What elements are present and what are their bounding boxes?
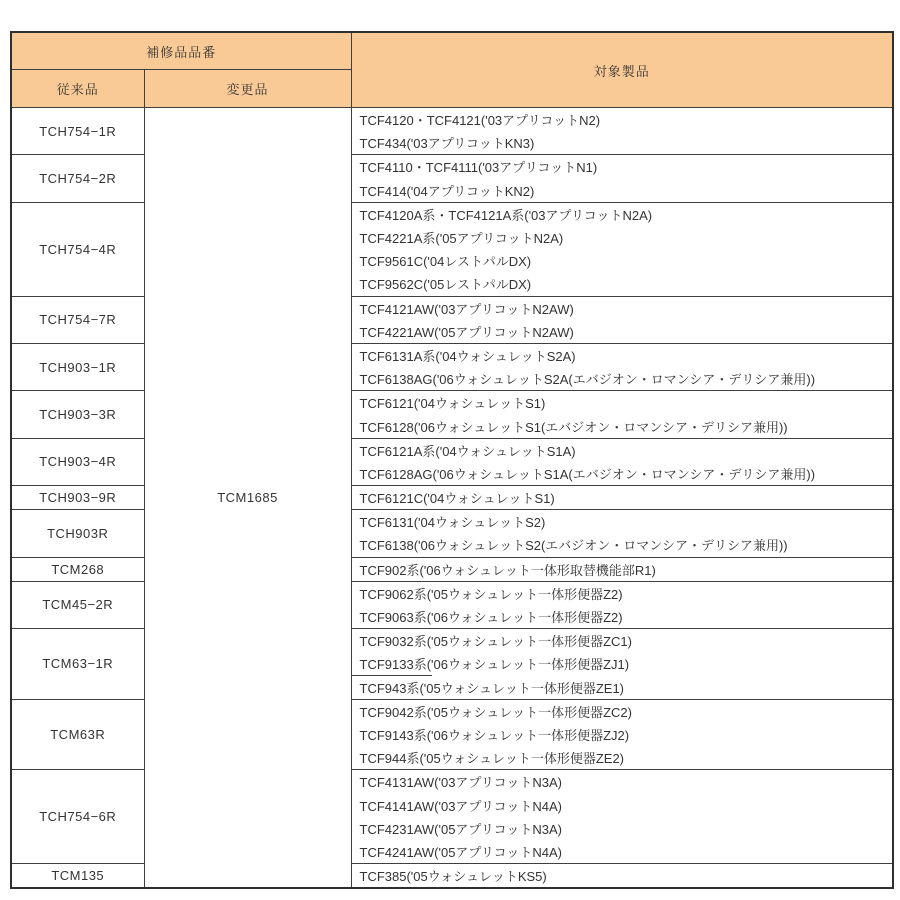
conventional-part-cell: TCM63−1R [11, 629, 144, 700]
product-line: TCF6121A系('04ウォシュレットS1A) [359, 443, 576, 459]
product-line: TCF6138('06ウォシュレットS2(エバジオン・ロマンシア・デリシア兼用)) [359, 538, 788, 554]
target-products-cell [351, 391, 893, 438]
product-line: TCF6121C('04ウォシュレットS1) [359, 491, 555, 507]
product-line: TCF4221AW('05アプリコットN2AW) [359, 324, 574, 340]
product-line: TCF9562C('05レストパルDX) [359, 277, 532, 293]
table-row [11, 557, 893, 581]
conventional-part-cell: TCH754−2R [11, 155, 144, 202]
conventional-part-cell: TCM63R [11, 699, 144, 770]
conventional-part-cell: TCH903R [11, 510, 144, 557]
product-line: TCF9143系('06ウォシュレット一体形便器ZJ2) [359, 727, 630, 743]
table-row [11, 629, 893, 700]
product-line: TCF4221A系('05アプリコットN2A) [359, 231, 564, 247]
changed-part-cell: TCM1685 [144, 108, 351, 889]
product-line: TCF6131A系('04ウォシュレットS2A) [359, 348, 576, 364]
product-line: TCF6128AG('06ウォシュレットS1A(エバジオン・ロマンシア・デリシア兼用)) [359, 466, 816, 482]
table-row [11, 699, 893, 770]
product-line: TCF9133系('06ウォシュレット一体形便器ZJ1) [352, 652, 893, 675]
conventional-part-cell: TCM268 [11, 557, 144, 581]
conventional-part-cell: TCH754−6R [11, 770, 144, 864]
header-conventional: 従来品 [11, 70, 144, 108]
product-line: TCF9032系('05ウォシュレット一体形便器ZC1) [359, 634, 632, 650]
table-row [11, 108, 893, 155]
target-products-cell [351, 343, 893, 390]
product-line: TCF414('04アプリコットKN2) [359, 183, 535, 199]
target-products-cell [351, 438, 893, 485]
target-products-cell [351, 581, 893, 628]
product-line: TCF4121AW('03アプリコットN2AW) [359, 301, 574, 317]
target-products-cell [351, 629, 893, 700]
table-body [11, 108, 893, 889]
header-row-group [11, 32, 893, 70]
product-line: TCF4120・TCF4121('03アプリコットN2) [359, 113, 601, 129]
product-line: TCF6131('04ウォシュレットS2) [359, 515, 546, 531]
header-changed: 変更品 [144, 70, 351, 108]
target-products-cell [351, 557, 893, 581]
conventional-part-cell: TCH754−7R [11, 296, 144, 343]
product-line: TCF944系('05ウォシュレット一体形便器ZE2) [359, 751, 625, 767]
target-products-cell [351, 202, 893, 296]
target-products-cell [351, 699, 893, 770]
target-products-cell [351, 770, 893, 864]
target-products-cell [351, 155, 893, 202]
product-line: TCF9042系('05ウォシュレット一体形便器ZC2) [359, 704, 632, 720]
table-row [11, 343, 893, 390]
target-products-cell [351, 510, 893, 557]
target-products-cell [351, 864, 893, 889]
table-row [11, 510, 893, 557]
table-row [11, 296, 893, 343]
conventional-part-cell: TCM135 [11, 864, 144, 889]
target-products-cell [351, 108, 893, 155]
table-row [11, 581, 893, 628]
conventional-part-cell: TCH754−4R [11, 202, 144, 296]
table-row [11, 438, 893, 485]
product-line: TCF6128('06ウォシュレットS1(エバジオン・ロマンシア・デリシア兼用)) [359, 419, 788, 435]
product-line: TCF385('05ウォシュレットKS5) [359, 869, 547, 885]
header-target-products: 対象製品 [351, 32, 893, 108]
conventional-part-cell: TCH903−1R [11, 343, 144, 390]
product-line: TCF4241AW('05アプリコットN4A) [359, 844, 563, 860]
conventional-part-cell: TCH903−4R [11, 438, 144, 485]
product-line: TCF4141AW('03アプリコットN4A) [359, 798, 563, 814]
table-row [11, 770, 893, 864]
product-line: TCF9063系('06ウォシュレット一体形便器Z2) [359, 610, 623, 626]
parts-replacement-table [10, 31, 894, 889]
table-row [11, 486, 893, 510]
conventional-part-cell: TCH903−3R [11, 391, 144, 438]
product-line: TCF4110・TCF4111('03アプリコットN1) [359, 160, 598, 176]
product-line: TCF9561C('04レストパルDX) [359, 254, 532, 270]
product-line: TCF943系('05ウォシュレット一体形便器ZE1) [359, 680, 625, 696]
target-products-cell [351, 486, 893, 510]
table-header [11, 32, 893, 108]
conventional-part-cell: TCH754−1R [11, 108, 144, 155]
table-row [11, 864, 893, 889]
target-products-cell [351, 296, 893, 343]
product-line: TCF6138AG('06ウォシュレットS2A(エバジオン・ロマンシア・デリシア兼用)) [359, 372, 816, 388]
table-row [11, 155, 893, 202]
table-row [11, 202, 893, 296]
product-line: TCF4131AW('03アプリコットN3A) [359, 775, 563, 791]
conventional-part-cell: TCM45−2R [11, 581, 144, 628]
product-line: TCF6121('04ウォシュレットS1) [359, 396, 546, 412]
product-line: TCF902系('06ウォシュレット一体形取替機能部R1) [359, 562, 656, 578]
table-row [11, 391, 893, 438]
product-line: TCF4120A系・TCF4121A系('03アプリコットN2A) [359, 207, 653, 223]
conventional-part-cell: TCH903−9R [11, 486, 144, 510]
product-line: TCF9062系('05ウォシュレット一体形便器Z2) [359, 586, 623, 602]
header-repair-part-number: 補修品品番 [11, 32, 351, 70]
product-line: TCF4231AW('05アプリコットN3A) [359, 821, 563, 837]
product-line: TCF434('03アプリコットKN3) [359, 136, 535, 152]
